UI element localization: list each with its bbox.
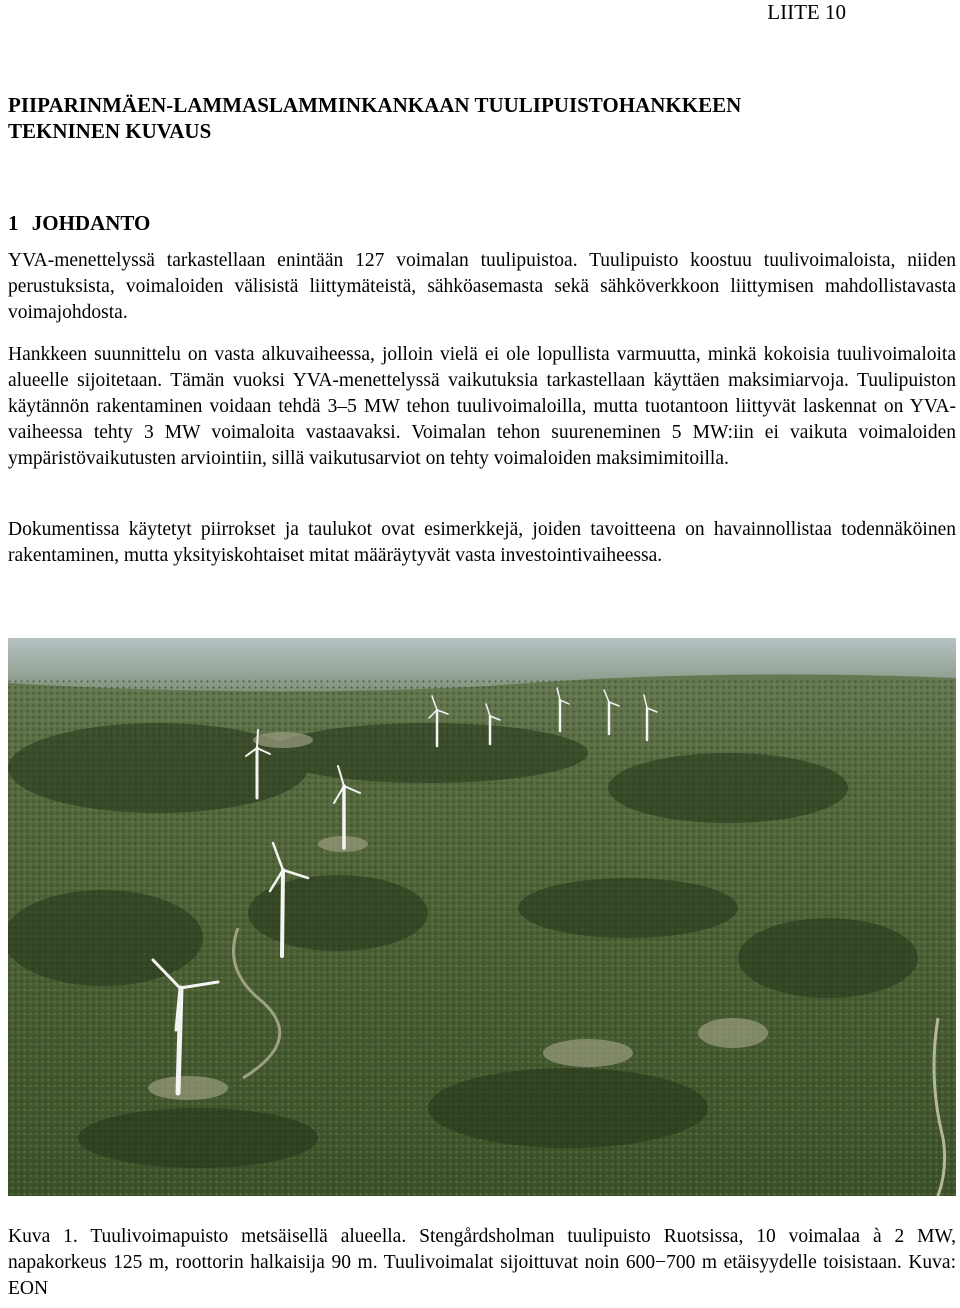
figure-caption <box>8 1224 956 1302</box>
wind-farm-photo <box>8 638 956 1196</box>
appendix-label: LIITE 10 <box>767 0 846 24</box>
document-title-line-1: PIIPARINMÄEN-LAMMASLAMMINKANKAAN TUULIPUISTOHANKKEEN <box>8 93 742 117</box>
section-number: 1 <box>8 211 19 235</box>
section-title: JOHDANTO <box>31 211 151 235</box>
paragraph-planning: Hankkeen suunnittelu on vasta alkuvaiheessa, jolloin vielä ei ole lopullista varmuutta, minkä kokoisia tuulivoimaloita alueelle sijoitetaan. Tämän vuoksi YVA-menettelyssä vaikutuksia tarkastellaan käyttäen maksimiarvoja. Tuulipuiston käytännön rakentaminen voidaan tehdä 3–5 MW tehon tuulivoimaloilla, mutta tuotantoon liittyvät laskennat on YVA-vaiheessa tehty 3 MW voimaloita vastaavaksi. Voimalan tehon suureneminen 5 MW:iin ei vaikuta voimaloiden ympäristövaikutusten arviointiin, sillä vaikutusarviot on tehty voimaloiden maksimimitoilla. <box>8 344 956 469</box>
figure-caption-text: Tuulivoimapuisto metsäisellä alueella. Stengårdsholman tuulipuisto Ruotsissa, 10 voimalaa à 2 MW, napakorkeus 125 m, roottorin halkaisija 90 m. Tuulivoimalat sijoittuvat noin 600−700 m etäisyydelle toisistaan. Kuva: EON <box>8 1226 956 1299</box>
figure-label: Kuva 1. <box>8 1226 78 1247</box>
document-title <box>8 92 928 144</box>
document-title-line-2: TEKNINEN KUVAUS <box>8 119 212 143</box>
wind-farm-photo-illustration <box>8 638 956 1196</box>
paragraph-drawings: Dokumentissa käytetyt piirrokset ja taulukot ovat esimerkkejä, joiden tavoitteena on havainnollistaa todennäköinen rakentaminen, mutta yksityiskohtaiset mitat määräytyvät vasta investointivaiheessa. <box>8 519 956 566</box>
paragraph-intro: YVA-menettelyssä tarkastellaan enintään 127 voimalan tuulipuistoa. Tuulipuisto koostuu tuulivoimaloista, niiden perustuksista, voimaloiden välisistä liittymäteistä, sähköasemasta sekä sähköverkkoon liittymisen mahdollistavasta voimajohdosta. <box>8 250 956 323</box>
section-heading <box>8 210 150 236</box>
